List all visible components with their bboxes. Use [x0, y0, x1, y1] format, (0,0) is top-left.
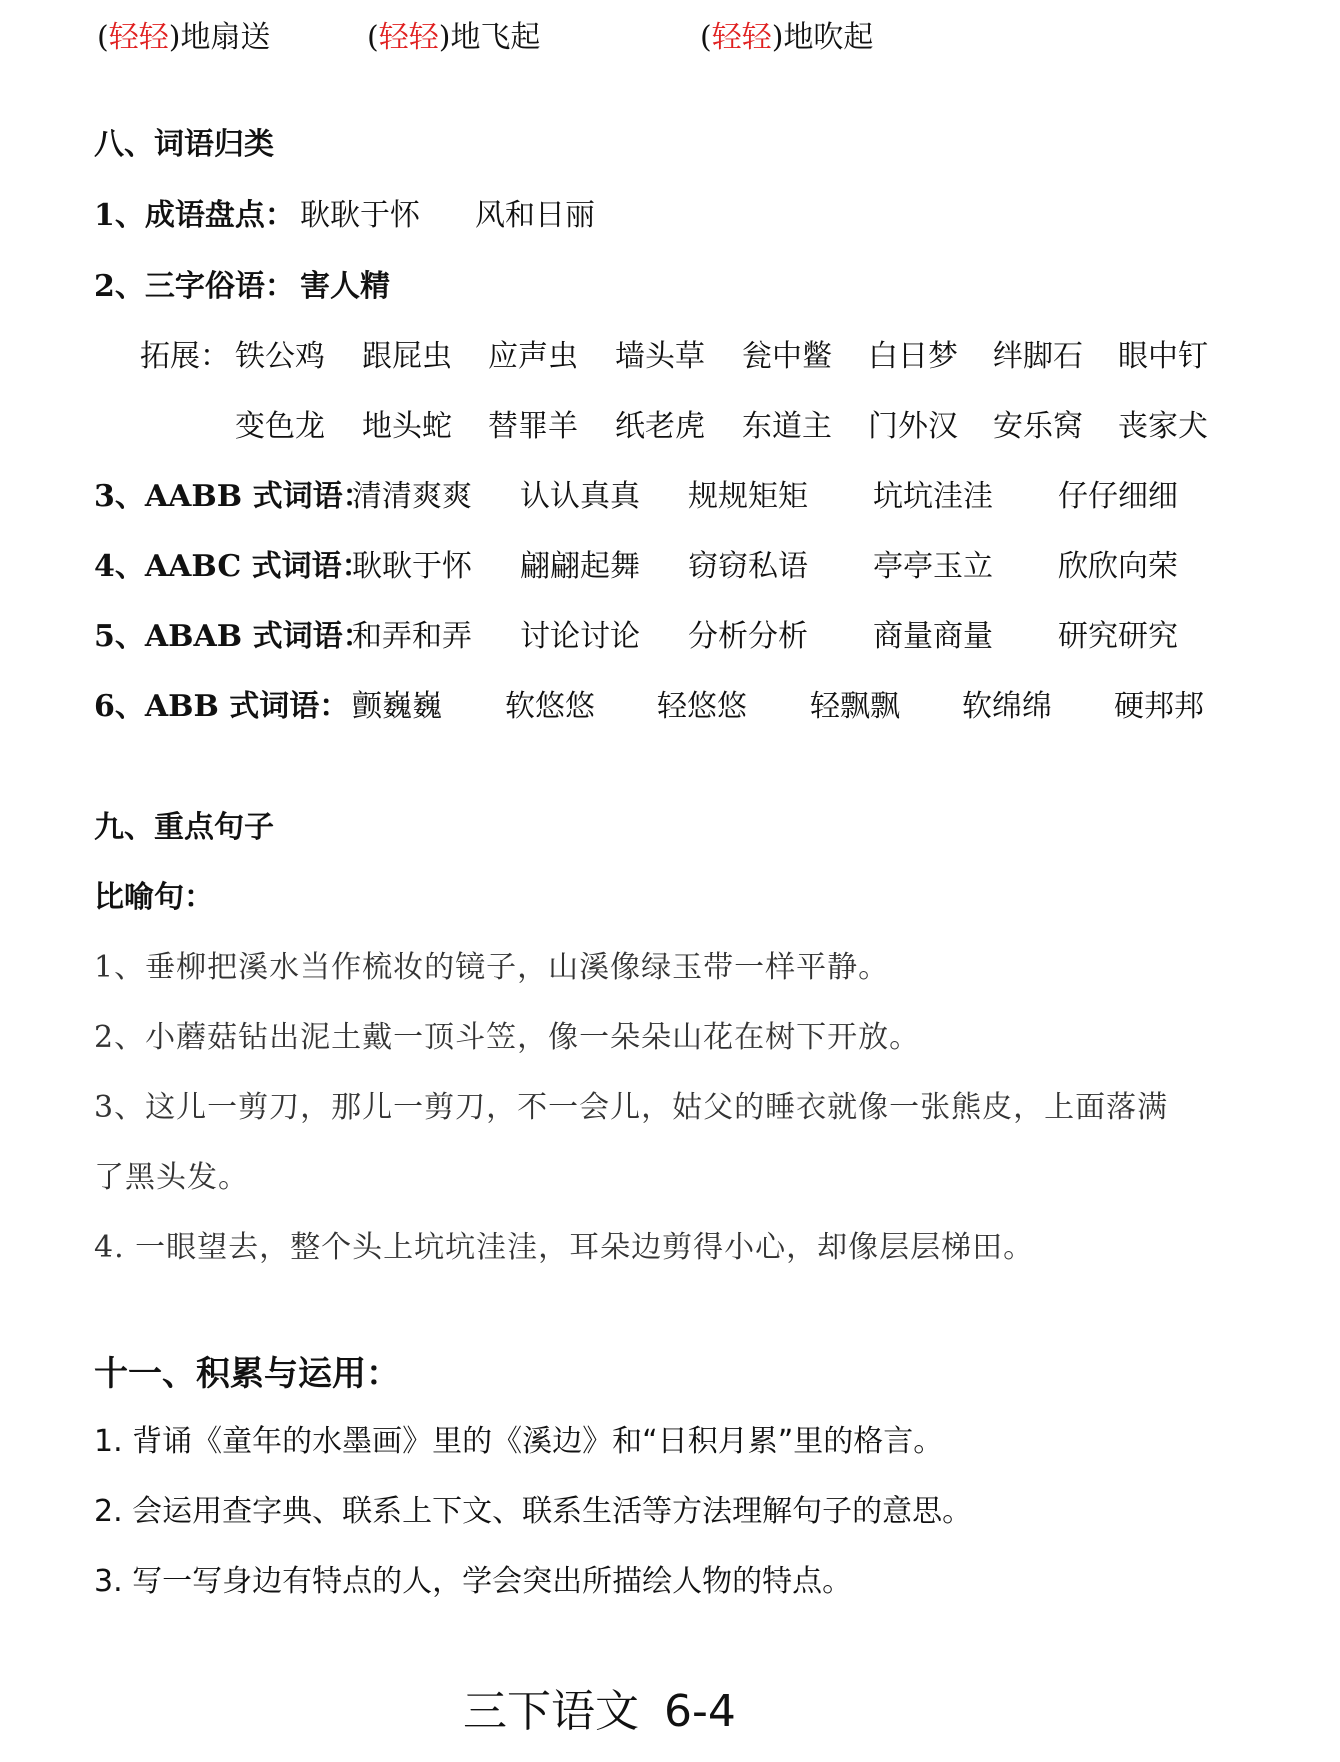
expand-word: 纸老虎 — [615, 409, 705, 444]
expand-word: 瓮中鳖 — [742, 339, 832, 374]
simile-sentence-1: 1、垂柳把溪水当作梳妆的镜子，山溪像绿玉带一样平静。 — [94, 950, 890, 985]
phrase-rest: 地飞起 — [450, 20, 541, 55]
abb-word: 硬邦邦 — [1114, 689, 1204, 724]
abb-word: 轻飘飘 — [810, 689, 900, 724]
accumulate-item-1: 1. 背诵《童年的水墨画》里的《溪边》和“日积月累”里的格言。 — [94, 1424, 944, 1459]
aabb-label: 3、AABB 式词语： — [94, 479, 373, 514]
phrase-rest: 地吹起 — [783, 20, 874, 55]
section8-title: 八、词语归类 — [94, 127, 274, 162]
idioms-label: 1、成语盘点： — [94, 198, 295, 233]
section11-title: 十一、积累与运用： — [94, 1354, 400, 1394]
aabb-word: 仔仔细细 — [1058, 479, 1178, 514]
abb-word: 轻悠悠 — [657, 689, 747, 724]
expand-word: 安乐窝 — [993, 409, 1083, 444]
expand-word: 应声虫 — [488, 339, 578, 374]
abab-word: 分析分析 — [688, 619, 808, 654]
accumulate-item-2: 2. 会运用查字典、联系上下文、联系生活等方法理解句子的意思。 — [94, 1494, 973, 1529]
three-char-label: 2、三字俗语： — [94, 269, 295, 304]
aabc-word: 亭亭玉立 — [873, 549, 993, 584]
three-char-value: 害人精 — [300, 269, 390, 304]
expand-word: 铁公鸡 — [235, 339, 325, 374]
paren-close: ) — [771, 20, 784, 55]
phrase-rest: 地扇送 — [180, 20, 271, 55]
simile-sentence-3-cont: 了黑头发。 — [94, 1160, 249, 1195]
idiom-word: 风和日丽 — [475, 198, 595, 233]
expand-word: 变色龙 — [235, 409, 325, 444]
footer-subject: 三下语文 — [463, 1686, 639, 1737]
aabc-word: 翩翩起舞 — [520, 549, 640, 584]
expand-word: 白日梦 — [868, 339, 958, 374]
aabc-label: 4、AABC 式词语： — [94, 549, 372, 584]
paren-open: ( — [97, 20, 109, 55]
abab-label: 5、ABAB 式词语： — [94, 619, 373, 654]
adverb-phrase-3 — [700, 18, 873, 58]
abab-word: 和弄和弄 — [352, 619, 472, 654]
idiom-word: 耿耿于怀 — [300, 198, 420, 233]
adverb-phrase-1 — [97, 18, 270, 58]
answer-word: 轻轻 — [378, 20, 439, 55]
simile-sentence-2: 2、小蘑菇钻出泥土戴一顶斗笠，像一朵朵山花在树下开放。 — [94, 1020, 921, 1055]
expand-word: 门外汉 — [868, 409, 958, 444]
expand-word: 眼中钉 — [1118, 339, 1208, 374]
expand-word: 墙头草 — [615, 339, 705, 374]
paren-open: ( — [700, 20, 712, 55]
expand-word: 跟屁虫 — [362, 339, 452, 374]
aabb-word: 坑坑洼洼 — [873, 479, 993, 514]
aabc-word: 窃窃私语 — [688, 549, 808, 584]
paren-open: ( — [367, 20, 379, 55]
abb-word: 软绵绵 — [962, 689, 1052, 724]
expand-word: 替罪羊 — [488, 409, 578, 444]
paren-close: ) — [438, 20, 451, 55]
page-footer — [463, 1684, 736, 1740]
abb-label: 6、ABB 式词语： — [94, 689, 350, 724]
abb-word: 软悠悠 — [505, 689, 595, 724]
accumulate-item-3: 3. 写一写身边有特点的人，学会突出所描绘人物的特点。 — [94, 1564, 853, 1599]
aabc-word: 耿耿于怀 — [352, 549, 472, 584]
abab-word: 讨论讨论 — [520, 619, 640, 654]
adverb-phrase-2 — [367, 18, 540, 58]
simile-sentence-3: 3、这儿一剪刀，那儿一剪刀，不一会儿，姑父的睡衣就像一张熊皮，上面落满 — [94, 1090, 1169, 1125]
expand-word: 绊脚石 — [993, 339, 1083, 374]
abab-word: 商量商量 — [873, 619, 993, 654]
expand-label: 拓展： — [140, 339, 230, 374]
aabc-word: 欣欣向荣 — [1058, 549, 1178, 584]
simile-subtitle: 比喻句： — [94, 880, 214, 915]
expand-word: 丧家犬 — [1118, 409, 1208, 444]
answer-word: 轻轻 — [711, 20, 772, 55]
aabb-word: 规规矩矩 — [688, 479, 808, 514]
aabb-word: 清清爽爽 — [352, 479, 472, 514]
abb-word: 颤巍巍 — [352, 689, 442, 724]
expand-word: 地头蛇 — [362, 409, 452, 444]
simile-sentence-4: 4. 一眼望去，整个头上坑坑洼洼，耳朵边剪得小心，却像层层梯田。 — [94, 1230, 1035, 1265]
paren-close: ) — [168, 20, 181, 55]
section9-title: 九、重点句子 — [94, 810, 274, 845]
abab-word: 研究研究 — [1058, 619, 1178, 654]
footer-page-number: 6-4 — [664, 1686, 736, 1737]
aabb-word: 认认真真 — [520, 479, 640, 514]
expand-word: 东道主 — [742, 409, 832, 444]
answer-word: 轻轻 — [108, 20, 169, 55]
